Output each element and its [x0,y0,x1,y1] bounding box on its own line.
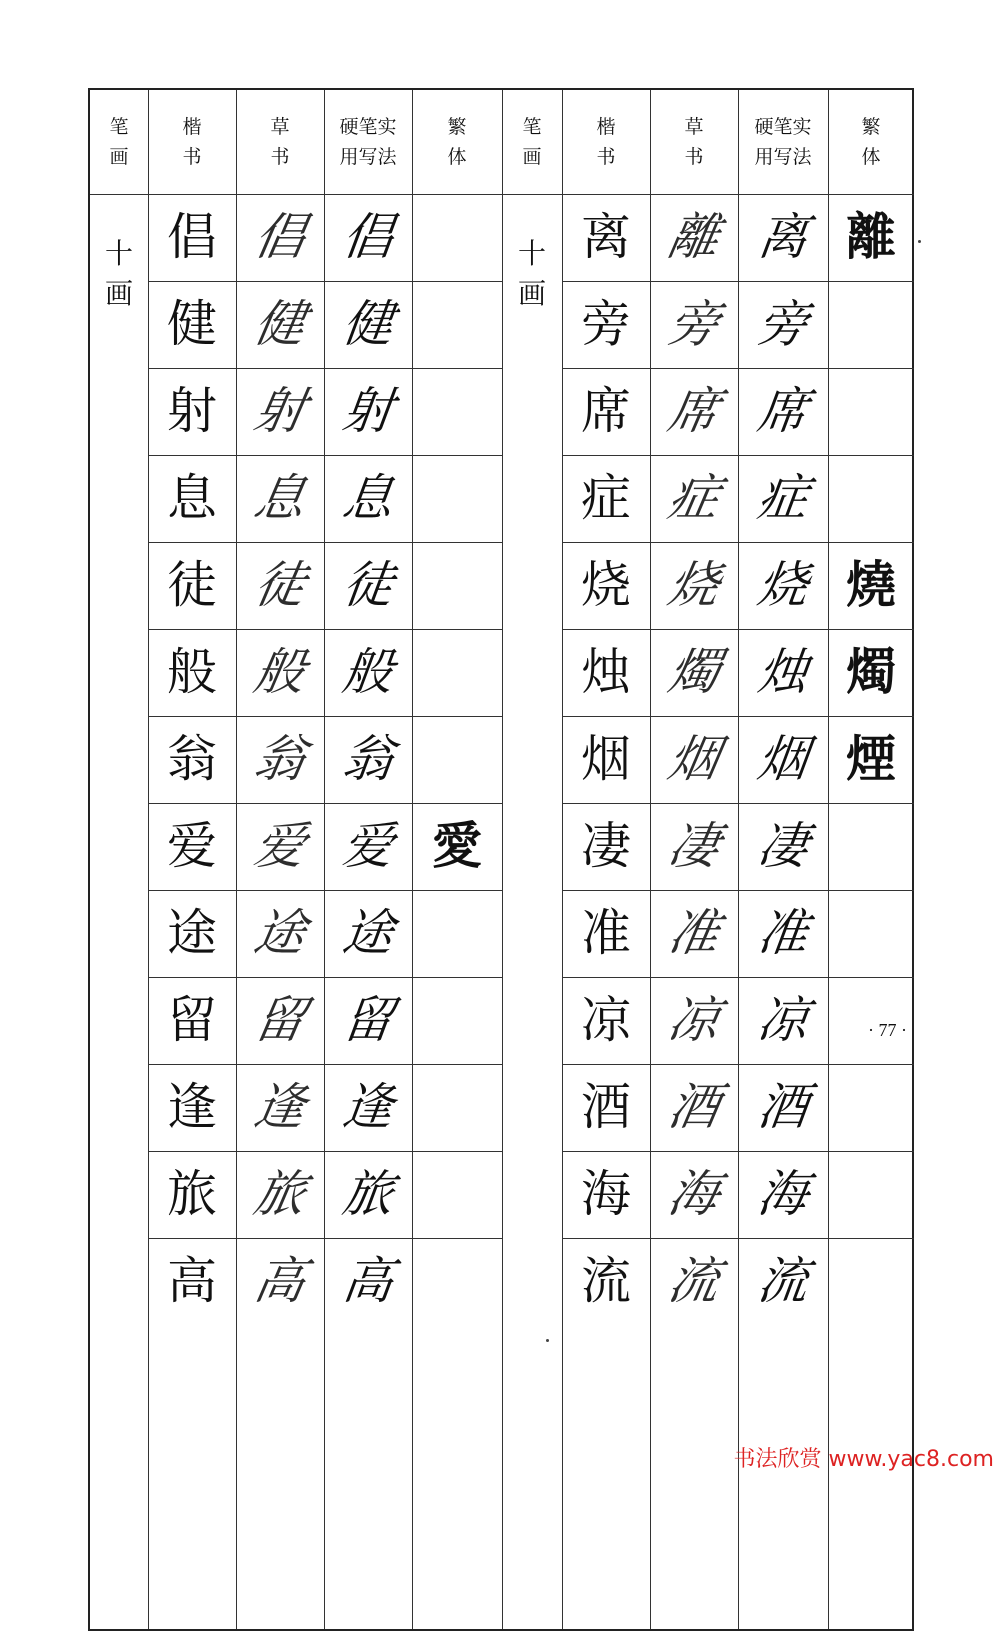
char-cao: 症 [663,469,725,527]
column-header: 楷 书 [182,116,202,168]
char-fan [828,890,914,976]
char-ying: 翁 [339,730,397,788]
char-ying: 般 [339,643,397,701]
char-kai: 烟 [581,730,631,788]
char-cao: 息 [249,469,311,527]
char-kai: 倡 [167,208,217,266]
char-cao: 射 [249,382,311,440]
char-kai: 烛 [581,643,631,701]
char-kai: 高 [167,1252,217,1310]
char-kai: 凉 [581,991,631,1049]
char-cao: 逢 [249,1078,311,1136]
char-cao: 高 [249,1252,311,1310]
char-cao: 凉 [663,991,725,1049]
char-cao: 途 [249,904,311,962]
char-cao: 爱 [249,817,311,875]
char-ying: 凄 [754,817,812,875]
char-cao: 留 [249,991,311,1049]
char-ying: 流 [754,1252,812,1310]
stroke-count-label: 十 画 [104,237,133,310]
char-fan [412,194,502,280]
stroke-count-label: 十 画 [517,237,546,310]
char-fan [412,281,502,367]
char-fan [828,281,914,367]
char-ying: 凉 [754,991,812,1049]
char-ying: 烧 [754,556,812,614]
char-ying: 海 [754,1165,812,1223]
char-fan [828,1238,914,1324]
char-ying: 息 [339,469,397,527]
char-cao: 海 [663,1165,725,1223]
char-fan [828,803,914,889]
char-kai: 流 [581,1252,631,1310]
char-cao: 健 [249,295,311,353]
char-ying: 徒 [339,556,397,614]
char-kai: 准 [581,904,631,962]
char-fan [412,890,502,976]
char-kai: 逢 [167,1078,217,1136]
char-cao: 酒 [663,1078,725,1136]
char-cao: 旅 [249,1165,311,1223]
char-ying: 席 [754,382,812,440]
char-fan [828,368,914,454]
char-ying: 烛 [754,643,812,701]
char-ying: 健 [339,295,397,353]
char-kai: 途 [167,904,217,962]
char-ying: 途 [339,904,397,962]
char-fan: 煙 [846,729,896,788]
char-kai: 射 [167,382,217,440]
char-ying: 逢 [339,1078,397,1136]
char-ying: 高 [339,1252,397,1310]
char-cao: 流 [663,1252,725,1310]
char-kai: 般 [167,643,217,701]
char-ying: 倡 [339,208,397,266]
char-ying: 症 [754,469,812,527]
char-fan [412,1238,502,1324]
char-ying: 爱 [339,817,397,875]
char-kai: 症 [581,469,631,527]
char-fan: 燒 [846,555,896,614]
watermark: 书法欣赏 www.yac8.com [733,1447,994,1472]
column-header: 繁 体 [447,116,467,168]
char-fan [412,542,502,628]
column-header: 硬笔实 用写法 [339,116,397,168]
speck [918,240,921,243]
char-fan: 愛 [432,816,482,875]
column-divider [502,90,503,1629]
column-header: 繁 体 [861,116,881,168]
char-ying: 旁 [754,295,812,353]
column-header: 笔 画 [109,116,129,168]
char-kai: 健 [167,295,217,353]
char-cao: 凄 [663,817,725,875]
char-fan [412,716,502,802]
char-cao: 旁 [663,295,725,353]
char-fan [412,1064,502,1150]
char-fan: 燭 [846,642,896,701]
char-kai: 留 [167,991,217,1049]
character-table [88,88,914,1631]
column-header: 楷 书 [596,116,616,168]
char-fan [412,368,502,454]
char-ying: 烟 [754,730,812,788]
char-fan [412,1151,502,1237]
char-cao: 離 [663,208,725,266]
char-fan [412,629,502,715]
char-kai: 翁 [167,730,217,788]
char-cao: 翁 [249,730,311,788]
char-fan [412,977,502,1063]
char-cao: 准 [663,904,725,962]
char-fan: 離 [846,207,896,266]
char-ying: 酒 [754,1078,812,1136]
char-kai: 酒 [581,1078,631,1136]
char-kai: 离 [581,208,631,266]
char-kai: 海 [581,1165,631,1223]
char-ying: 旅 [339,1165,397,1223]
char-kai: 席 [581,382,631,440]
char-cao: 般 [249,643,311,701]
char-kai: 凄 [581,817,631,875]
char-kai: 徒 [167,556,217,614]
char-kai: 烧 [581,556,631,614]
column-header: 硬笔实 用写法 [754,116,812,168]
char-fan [412,455,502,541]
char-kai: 旁 [581,295,631,353]
speck [546,1339,549,1342]
char-ying: 准 [754,904,812,962]
char-ying: 留 [339,991,397,1049]
char-cao: 席 [663,382,725,440]
char-cao: 烟 [663,730,725,788]
page-number: · 77 · [868,1020,907,1040]
char-kai: 息 [167,469,217,527]
column-header: 草 书 [270,116,290,168]
char-kai: 旅 [167,1165,217,1223]
column-header: 笔 画 [522,116,542,168]
char-fan [828,1064,914,1150]
char-fan [828,455,914,541]
char-cao: 烧 [663,556,725,614]
char-cao: 倡 [249,208,311,266]
char-cao: 燭 [663,643,725,701]
char-fan [828,1151,914,1237]
char-kai: 爱 [167,817,217,875]
column-header: 草 书 [684,116,704,168]
char-cao: 徒 [249,556,311,614]
char-ying: 离 [754,208,812,266]
char-ying: 射 [339,382,397,440]
